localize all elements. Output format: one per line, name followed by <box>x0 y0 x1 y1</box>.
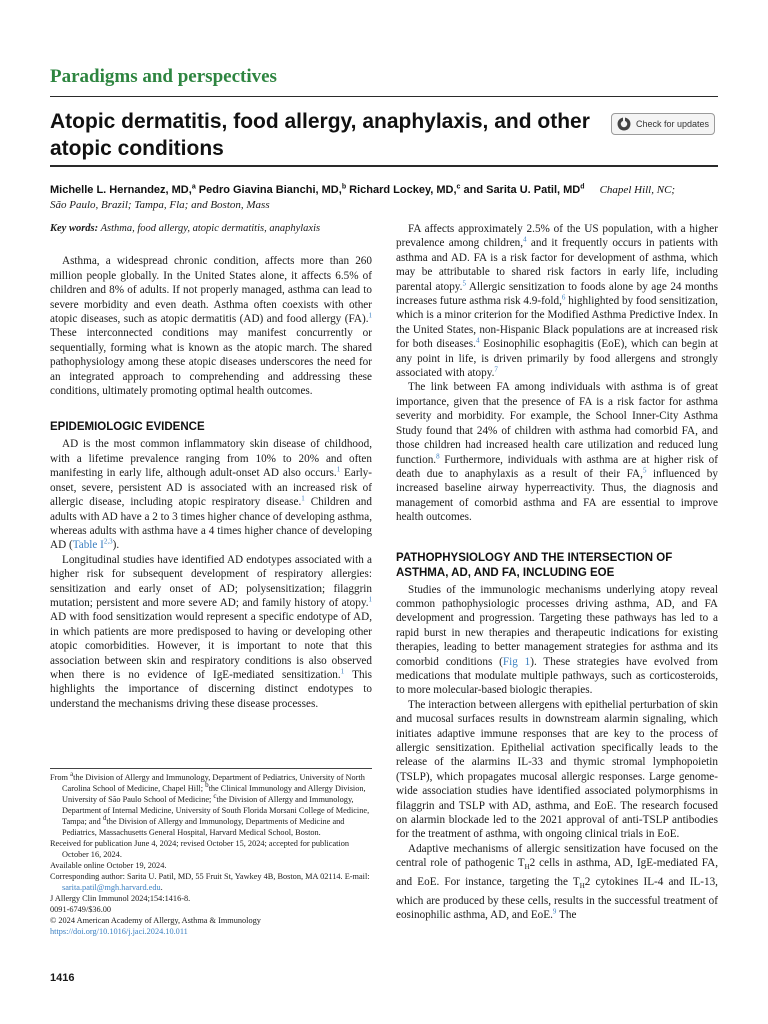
text: 2 cells in asthma, AD, IgE-mediated FA, and EoE. For instance, targeting the T <box>396 857 718 888</box>
text: the Clinical Immunology and Allergy Division, University of São Paulo School of Medicine; <box>62 784 366 804</box>
affiliation-marker: d <box>102 814 107 823</box>
section-heading: PATHOPHYSIOLOGY AND THE INTERSECTION OF ASTHMA, AD, AND FA, INCLUDING EOE <box>396 551 673 579</box>
text: and it frequently occurs in patients with asthma and AD. FA is a risk factor for development of asthma, which may be attributable to shared risk factors in early life, including parental atopy. <box>396 237 718 293</box>
citation-link[interactable]: 6 <box>561 293 566 302</box>
paragraph <box>396 842 718 923</box>
text: Asthma, a widespread chronic condition, affects more than 260 million people globally. In the United States alone, it affects 6.5% of children and 8% of adults. If not properly managed, asthma can lead to severe morbidity and even death. Asthma often coexists with other atopic diseases, such as atopic dermatitis (AD) and food allergy (FA). <box>50 255 372 326</box>
citation-link[interactable]: 5 <box>462 278 466 287</box>
text: FA affects approximately 2.5% of the US population, with a higher prevalence among children, <box>396 223 718 250</box>
check-updates-label: Check for updates <box>636 119 710 129</box>
affiliation-marker: b <box>205 781 209 790</box>
text: Furthermore, individuals with asthma are at higher risk of death due to anaphylaxis as a result of their FA, <box>396 453 718 480</box>
page-number: 1416 <box>50 972 75 984</box>
check-updates-icon <box>617 117 631 131</box>
text: Longitudinal studies have identified AD endotypes associated with a higher risk for subsequent development of respiratory allergies: sensitization and early onset of AD; polysensitization; filaggrin mutation; persistent and more severe AD; and family history of atopy. <box>50 553 372 609</box>
citation-link[interactable]: 9 <box>552 907 557 916</box>
footnotes <box>50 768 372 937</box>
text: . <box>160 883 163 892</box>
text: Children and adults with AD have a 2 to 3 times higher chance of developing asthma, whereas adults with asthma have a 4 times higher chance of developing AD ( <box>50 496 372 552</box>
affiliation-marker: d <box>580 183 585 191</box>
text: the Division of Allergy and Immunology, Department of Internal Medicine, University of South Florida Morsani College of Medicine, Tampa; and <box>62 795 370 826</box>
doi-link[interactable]: https://doi.org/10.1016/j.jaci.2024.10.011 <box>50 927 188 936</box>
online-footnote: Available online October 19, 2024. <box>50 861 167 870</box>
citation-link[interactable]: 7 <box>494 365 498 374</box>
text: Early-onset, severe, persistent AD is associated with an increased risk of allergic disease, including atopic respiratory disease. <box>50 467 372 509</box>
paragraph <box>396 583 718 698</box>
text: the Division of Allergy and Immunology, Departments of Medicine and Pediatrics, Massachusetts General Hospital, Harvard Medical School, Boston. <box>62 817 345 837</box>
left-column <box>50 222 372 711</box>
affiliation-marker: c <box>456 183 461 191</box>
author-name: Pedro Giavina Bianchi, MD, <box>195 184 342 196</box>
author-location-continued: São Paulo, Brazil; Tampa, Fla; and Boston, Mass <box>50 199 270 211</box>
text: highlighted by food sensitization, which is a minor criterion for the Modified Asthma Predictive Index. In the United States, non-Hispanic Black populations are at increased risk for both diseases. <box>396 295 718 351</box>
received-footnote: Received for publication June 4, 2024; revised October 15, 2024; accepted for publication October 16, 2024. <box>50 839 350 859</box>
text: ). These strategies have evolved from medications that modulate multiple pathways, such as corticosteroids, to more molecular-based biologic therapies. <box>396 655 718 697</box>
text: AD with food sensitization would represent a specific endotype of AD, in which patients are more predisposed to having or developing other atopic comorbidities. However, it is important to note that this association between skin and respiratory conditions is also observed when there is no evidence of IgE-mediated sensitization. <box>50 611 372 681</box>
text: These interconnected conditions may manifest concurrently or sequentially, forming what is known as the atopic march. The shared pathophysiology among these atopic diseases underscores the need for an integrated approach to comprehending and addressing these conditions, ultimately promoting optimal health outcomes. <box>50 327 372 398</box>
author-name: Richard Lockey, MD, <box>346 184 457 196</box>
author-name: Michelle L. Hernandez, MD, <box>50 184 192 196</box>
keywords <box>50 222 372 236</box>
paragraph <box>50 254 372 398</box>
section-heading: EPIDEMIOLOGIC EVIDENCE <box>50 421 205 434</box>
paragraph <box>50 553 372 711</box>
text: 2 cytokines IL-4 and IL-13, which are produced by these cells, results in the successful treatment of eosinophilic asthma, AD, and EoE. <box>396 875 718 921</box>
text: Corresponding author: Sarita U. Patil, MD, 55 Fruit St, Yawkey 4B, Boston, MA 02114. E-mail: <box>50 872 370 881</box>
text: The link between FA among individuals with asthma is of great importance, given that the presence of FA is a risk factor for asthma severity and morbidity. For example, the School Inner-City Asthma Study found that 24% of children with asthma had comorbid FA, and those children had increased health care utilization and reduced lung function. <box>396 381 718 466</box>
citation-link[interactable]: 1 <box>340 667 345 676</box>
affiliation-marker: b <box>341 183 347 191</box>
affiliation-marker: a <box>191 183 196 191</box>
issn-footnote: 0091-6749/$36.00 <box>50 905 112 914</box>
copyright-footnote: © 2024 American Academy of Allergy, Asthma & Immunology <box>50 916 261 925</box>
author-location: Chapel Hill, NC; <box>599 184 676 196</box>
subscript: H <box>524 863 530 872</box>
author-list <box>50 181 718 199</box>
text: From <box>50 773 71 782</box>
text: This highlights the importance of discerning distinct endotypes to understand the mechanisms driving these disease processes. <box>50 668 373 710</box>
article-title: Atopic dermatitis, food allergy, anaphylaxis, and other atopic conditions <box>50 110 590 160</box>
citation-link[interactable]: 4 <box>523 235 527 244</box>
corresponding-footnote <box>50 871 372 893</box>
figure-link[interactable]: Fig 1 <box>502 655 531 668</box>
citation-link[interactable]: 8 <box>436 451 440 460</box>
text: Adaptive mechanisms of allergic sensitization have focused on the central role of pathogenic T <box>396 842 718 870</box>
paragraph <box>50 437 372 552</box>
title-rule-bottom <box>50 165 718 167</box>
affiliations-footnote <box>50 772 372 838</box>
table-link[interactable]: Table I <box>72 539 104 552</box>
citation-link[interactable]: 1 <box>368 311 372 320</box>
citation-link[interactable]: 5 <box>642 466 647 475</box>
text: ). <box>112 539 120 552</box>
citation-link[interactable]: 4 <box>475 336 480 345</box>
affiliation-marker: a <box>70 770 74 779</box>
author-name: and Sarita U. Patil, MD <box>460 184 581 196</box>
email-link[interactable]: sarita.patil@mgh.harvard.edu <box>62 883 161 892</box>
citation-link[interactable]: 1 <box>368 595 372 604</box>
text: The <box>556 908 577 921</box>
subscript: H <box>579 882 585 891</box>
citation-link[interactable]: 1 <box>301 494 305 503</box>
text: Allergic sensitization to foods alone by age 24 months increases future asthma risk 4.9-fold, <box>396 280 718 308</box>
citation-link[interactable]: 2,3 <box>103 537 113 546</box>
keywords-text: Asthma, food allergy, atopic dermatitis, anaphylaxis <box>100 223 321 234</box>
text: influenced by increased baseline airway hyperreactivity. Thus, the diagnosis and management of comorbid asthma and FA are essential to improve health outcomes. <box>396 467 718 524</box>
text: Eosinophilic esophagitis (EoE), which can begin at any point in life, is driven primarily by food allergens and strongly associated with atopy. <box>396 338 718 380</box>
text: the Division of Allergy and Immunology, Department of Pediatrics, University of North Carolina School of Medicine, Chapel Hill; <box>62 773 365 793</box>
journal-footnote: J Allergy Clin Immunol 2024;154:1416-8. <box>50 894 191 903</box>
check-for-updates-button[interactable] <box>611 113 715 135</box>
citation-link[interactable]: 1 <box>336 465 341 474</box>
paragraph <box>396 222 718 380</box>
paragraph: The interaction between allergens with epithelial perturbation of skin and mucosal surfaces results in downstream alarmin signaling, which initiates adaptive immune responses that are key to the process of allergic sensitization. Epithelial activation specifically leads to the release of the alarmins IL-33 and thymic stromal lymphopoietin (TSLP), which propagates mucosal allergic responses. Large genome-wide association studies have identified associated polymorphisms in filaggrin and TSLP with AD, asthma, and EoE. The research focused on alarmin blockade led to the 2021 approval of anti-TSLP antibodies for the treatment of asthma, with ongoing clinical trials in EoE. <box>396 698 718 841</box>
paragraph <box>396 380 718 524</box>
right-column <box>396 222 718 922</box>
keywords-label: Key words: <box>50 223 99 234</box>
text: AD is the most common inflammatory skin disease of childhood, with a lifetime prevalence ranging from 10% to 20% and often manifesting in early life, although adult-onset AD also occurs. <box>50 438 372 480</box>
affiliation-marker: c <box>213 792 217 801</box>
text: Studies of the immunologic mechanisms underlying atopy reveal common pathophysiologic processes driving asthma, AD, and FA development and progression. Targeting these pathways has led to a rapid burst in new therapies and therapeutic indications for existing therapies, leading to better management strategies for asthma and its comorbid conditions ( <box>396 583 718 668</box>
section-label: Paradigms and perspectives <box>50 66 277 87</box>
title-rule-top <box>50 96 718 97</box>
